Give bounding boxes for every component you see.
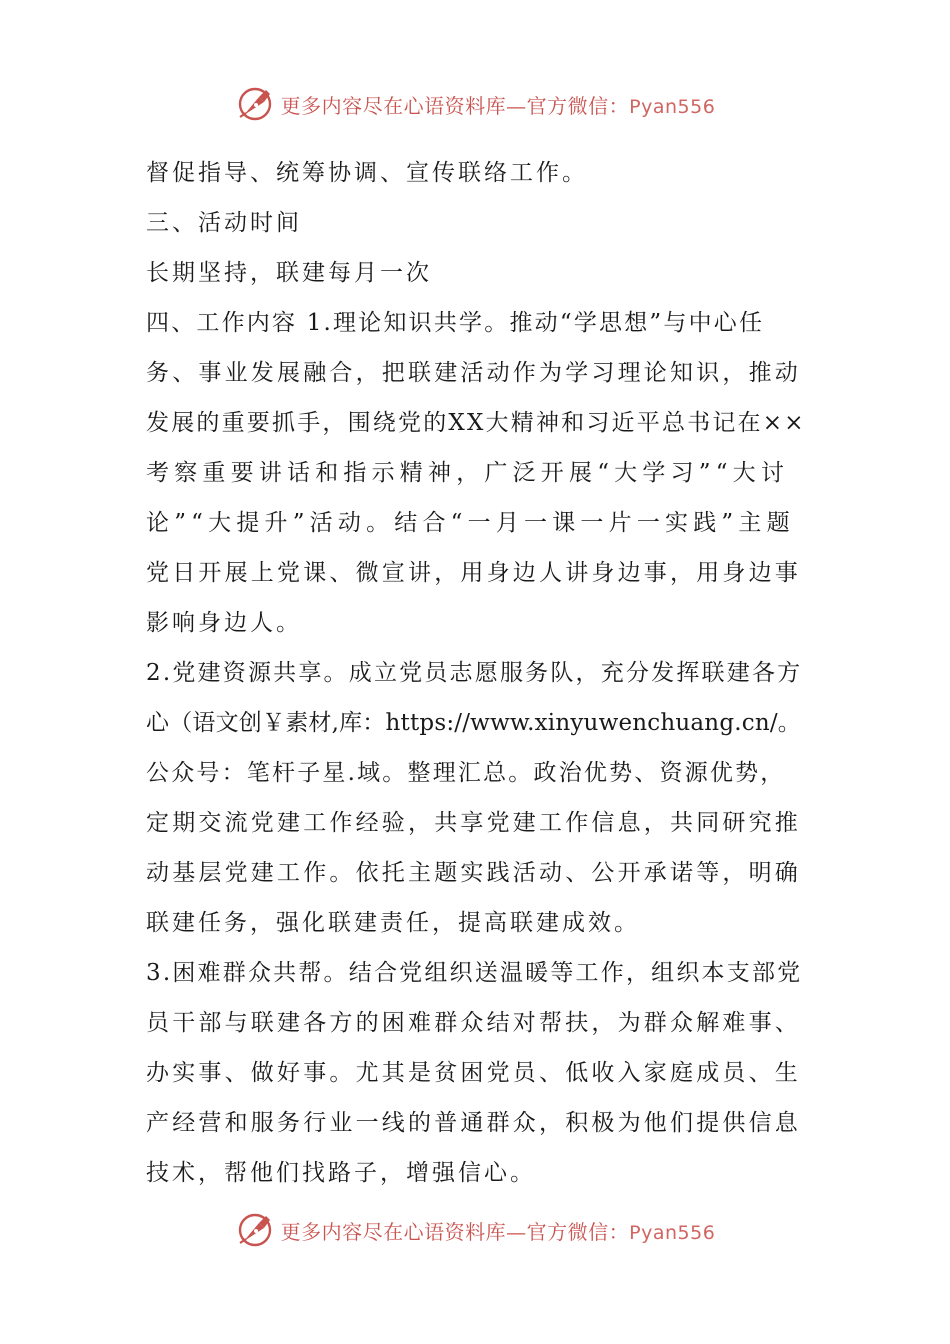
numbered-item-line: 3.困难群众共帮。结合党组织送温暖等工作，组织本支部党	[146, 960, 803, 986]
text-line: 考察重要讲话和指示精神，广泛开展“大学习”“大讨	[146, 460, 790, 486]
numbered-item-line: 2.党建资源共享。成立党员志愿服务队，充分发挥联建各方	[146, 660, 803, 686]
watermark-dash: —	[506, 93, 527, 118]
header-watermark	[0, 82, 950, 126]
text-line: 技术，帮他们找路子，增强信心。	[146, 1160, 536, 1186]
text-line: 动基层党建工作。依托主题实践活动、公开承诺等，明确	[146, 860, 801, 886]
document-body	[146, 148, 810, 1198]
watermark-text	[281, 90, 716, 119]
text-line: 联建任务，强化联建责任，提高联建成效。	[146, 910, 640, 936]
text-line: 公众号：笔杆子星.域。整理汇总。政治优势、资源优势，	[146, 760, 786, 786]
text-line: 发展的重要抓手，围绕党的XX大精神和习近平总书记在××	[146, 410, 806, 436]
footer-watermark	[0, 1208, 950, 1252]
text-line: 产经营和服务行业一线的普通群众，积极为他们提供信息	[146, 1110, 801, 1136]
pen-nib-logo-icon	[235, 1210, 275, 1250]
watermark-label: 官方微信：	[526, 93, 630, 118]
watermark-dash: —	[506, 1219, 527, 1244]
pen-nib-logo-icon	[235, 84, 275, 124]
text-line: 影响身边人。	[146, 610, 302, 636]
text-line: 督促指导、统筹协调、宣传联络工作。	[146, 160, 588, 186]
text-line: 务、事业发展融合，把联建活动作为学习理论知识，推动	[146, 360, 801, 386]
text-line: 党日开展上党课、微宣讲，用身边人讲身边事，用身边事	[146, 560, 801, 586]
watermark-wechat-id: Pyan556	[629, 95, 716, 118]
watermark-brand: 更多内容尽在心语资料库	[280, 1219, 507, 1244]
text-line: 心（语文创￥素材,库：https://www.xinyuwenchuang.cn/。	[146, 710, 801, 736]
text-line: 长期坚持，联建每月一次	[146, 260, 432, 286]
section-heading-line: 四、工作内容 1.理论知识共学。推动“学思想”与中心任	[146, 310, 765, 336]
section-heading: 三、活动时间	[146, 210, 302, 236]
watermark-brand: 更多内容尽在心语资料库	[280, 93, 507, 118]
text-line: 定期交流党建工作经验，共享党建工作信息，共同研究推	[146, 810, 801, 836]
watermark-text	[281, 1216, 716, 1245]
text-line: 员干部与联建各方的困难群众结对帮扶，为群众解难事、	[146, 1010, 801, 1036]
watermark-wechat-id: Pyan556	[629, 1221, 716, 1244]
text-line: 论”“大提升”活动。结合“一月一课一片一实践”主题	[146, 510, 795, 536]
watermark-label: 官方微信：	[526, 1219, 630, 1244]
text-line: 办实事、做好事。尤其是贫困党员、低收入家庭成员、生	[146, 1060, 801, 1086]
